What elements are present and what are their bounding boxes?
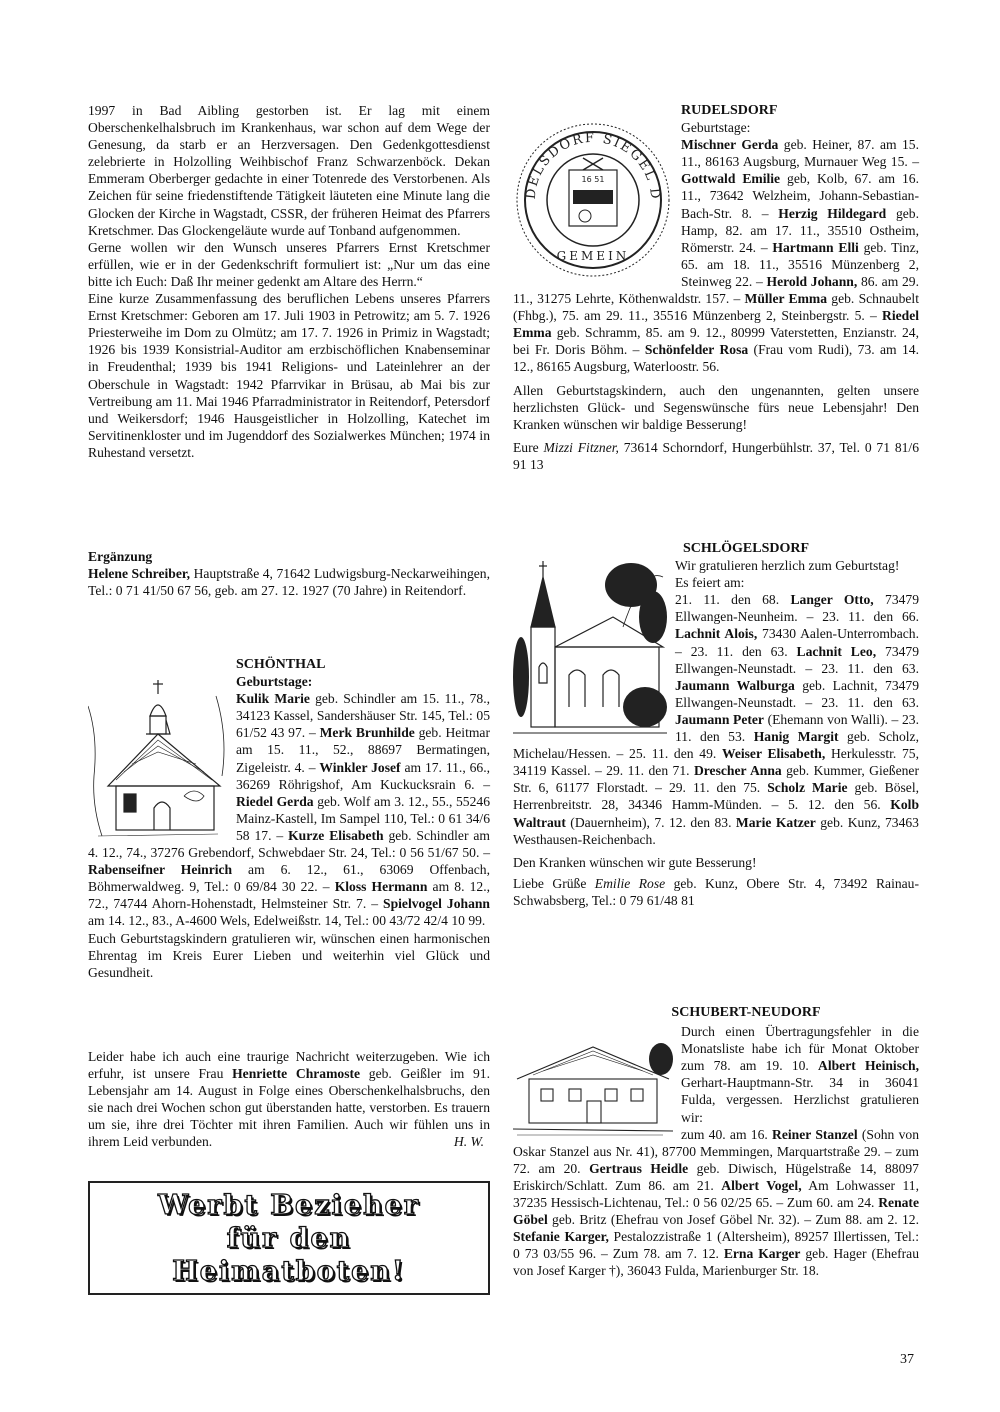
- obituary-notice: Leider habe ich auch eine traurige Nachricht weiterzugeben. Wie ich erfuhr, ist unsere Frau Henriette Chramoste geb. Geißler im 91. Lebensjahr am 14. August in Folge eines Oberschenkelhalsbruchs, den sie nach drei Wochen schon gut überstanden hatte, verstorben. Es trauern um sie, ihre drei Töchter mit ihren Familien. Auch wir fühlen uns in ihrem Leid verbunden. H. W.: [88, 1049, 490, 1150]
- rudelsdorf-signoff: Eure Mizzi Fitzner, 73614 Schorndorf, Hungerbühlstr. 37, Tel. 0 71 81/6 91 13: [513, 439, 920, 472]
- schoenthal-closing: Euch Geburtstagskindern gratulieren wir, wünschen einen harmonischen Ehrentag im Kreis Eurer Lieben und weiterhin viel Glück und Gesundheit.: [88, 930, 490, 980]
- banner-line-2: für den: [226, 1222, 352, 1254]
- seal-year: 16 51: [581, 175, 605, 184]
- schloegelsdorf-birthday-list: 21. 11. den 68. Langer Otto, 73479 Ellwangen-Neunheim. – 23. 11. den 66. Lachnit Alois, 73430 Aalen-Unterrombach. – 23. 11. den 63. Lachnit Leo, 73479 Ellwangen-Neunstadt. – 23. 11. den 63. Jaumann Walburga geb. Lachnit, 73479 Ellwangen-Neunstadt. – 23. 11. den 63. Jaumann Peter (Ehemann von Walli). – 23. 11. den 53. Hanig Margit geb. Scholz, Michelau/Hessen. – 25. 11. den 49. Weiser Elisabeth, Herkulesstr. 75, 34119 Kassel. – 29. 11. den 71. Drescher Anna geb. Kummer, Gießener Str. 6, 61177 Florstadt. – 29. 11. den 75. Scholz Marie geb. Bösel, Herrenbreitstr. 28, 34346 Hamm-Münden. – 5. 12. den 56. Kolb Waltraut (Dauernheim), 7. 12. den 83. Marie Katzer geb. Kunz, 73463 Westhausen-Reichenbach.: [513, 592, 920, 847]
- rudelsdorf-heading: RUDELSDORF: [681, 103, 778, 118]
- schubert-neudorf-heading: SCHUBERT-NEUDORF: [671, 1005, 821, 1020]
- subscriber-banner: [88, 1181, 490, 1295]
- farmhouse-sketch: [513, 1039, 673, 1139]
- seal-text-bottom: GEMEIN: [556, 249, 630, 263]
- career-summary-paragraph: Eine kurze Zusammenfassung des beruflichen Lebens unseres Pfarrers Ernst Kretschmer: Geboren am 17. Juli 1903 in Petrowitz; am 5. 7. 1926 Priesterweihe im Dom zu Olmütz; am 17. 7. 1926 in Primiz in Wagstadt; 1926 bis 1939 Konsistrial-Auditor am erzbischöflichen Knabenseminar in Freudenthal; 1939 bis 1941 Religions- und Lateinlehrer an der Oberschule in Wagstadt: 1942 Pfarrvikar in Brüsau, ab Mai bis zur Vertreibung am 11. Mai 1946 Pfarradministrator in Reitendorf, Petersdorf und Weikersdorf; 1946 Hausgeistlicher in Holzolling, Katechet im Servitinenkloster und im Jugenddorf des Sozialwerkes München; 1974 in Ruhestand versetzt.: [88, 291, 490, 460]
- ergaenzung-section: [88, 548, 490, 599]
- rudelsdorf-section: [513, 102, 919, 473]
- left-article: [88, 102, 490, 461]
- page-number: 37: [900, 1352, 914, 1367]
- schubert-neudorf-intro: Durch einen Übertragungsfehler in die Monatsliste habe ich für Monat Oktober zum 78. am 19. 10. Albert Heinisch, Gerhart-Hauptmann-Str. 34 in 36041 Fulda, vergessen. Herzlichst gratulieren wir:: [681, 1024, 919, 1125]
- rudelsdorf-subheading: Geburtstage:: [681, 120, 751, 136]
- schubert-neudorf-section: [513, 1004, 919, 1280]
- signature: H. W.: [453, 1134, 484, 1150]
- banner-line-3: Heimatboten!: [172, 1255, 406, 1287]
- ergaenzung-entry: Helene Schreiber, Hauptstraße 4, 71642 Ludwigsburg-Neckarweihingen, Tel.: 0 71 41/50 67 56, geb. am 27. 12. 1927 (70 Jahre) in Reitendorf.: [88, 566, 490, 599]
- schloegelsdorf-heading: SCHLÖGELSDORF: [682, 541, 810, 556]
- schloegelsdorf-section: [513, 540, 919, 909]
- ergaenzung-heading: Ergänzung: [88, 549, 153, 564]
- banner-line-1: Werbt Bezieher: [157, 1189, 421, 1221]
- schoenthal-birthday-list: Kulik Marie geb. Schindler am 15. 11., 78., 34123 Kassel, Sandershäuser Str. 145, Tel.: 05 61/52 43 97. – Merk Brunhilde geb. Heitmar am 15. 11., 52., 88697 Bermatingen, Zigeleistr. 4. – Winkler Josef am 17. 11., 66., 36269 Röhrigshof, Am Kuckucksrain 6. – Riedel Gerda geb. Wolf am 3. 12., 55., 55246 Mainz-Kastell, Im Sampel 110, Tel.: 0 61 34/6 58 17. – Kurze Elisabeth geb. Schindler am 4. 12., 74., 37276 Grebendorf, Schwebdaer Str. 24, Tel.: 0 56 51/67 50. – Rabenseifner Heinrich am 6. 12., 61., 63069 Offenbach, Böhmerwaldweg. 9, Tel.: 0 69/84 30 22. – Kloss Hermann am 8. 12., 72., 74744 Ahorn-Hohenstadt, Helmsteiner Str. 7. – Spielvogel Johann am 14. 12., 83., A-4600 Wels, Edelweißstr. 14, Tel.: 00 43/72 42/4 10 99.: [88, 691, 490, 929]
- schoenthal-subheading: Geburtstage:: [236, 674, 313, 690]
- schoenthal-heading: SCHÖNTHAL: [236, 657, 326, 672]
- schloegelsdorf-kranke: Den Kranken wünschen wir gute Besserung!: [513, 854, 757, 870]
- chapel-sketch: [88, 676, 228, 842]
- church-sketch: [513, 557, 667, 741]
- schloegelsdorf-feiert: Es feiert am:: [675, 575, 745, 591]
- intro-paragraph: 1997 in Bad Aibling gestorben ist. Er lag mit einem Oberschenkelhalsbruch im Krankenhaus, war schon auf dem Wege der Genesung, da starb er an Herzversagen. Den Gedenkgottesdienst zelebrierte in Holzolling Weihbischof Franz Schwarzenböck. Dekan Emmeram Oberberger gedachte in einer Totenrede des Verstorbenen. Als Zeichen für seine friedenstiftende Tätigkeit läuteten eine Minute lang die Glocken der Kirche in Wagstadt, CSSR, der früheren Heimat des Pfarrers Kretschmer. Das Glockengeläute wurde auf Tonband aufgenommen.: [88, 103, 490, 238]
- schubert-neudorf-birthday-list: zum 40. am 16. Reiner Stanzel (Sohn von Oskar Stanzel aus Nr. 41), 87700 Memmingen, Marquartstraße 29. – zum 72. am 20. Gertraus Heidle geb. Diwisch, Hügelstraße 14, 88097 Eriskirch/Schlatt. Zum 86. am 21. Albert Vogel, Am Lohwasser 11, 37235 Hessisch-Lichtenau, Tel.: 0 56 02/25 65. – Zum 60. am 24. Renate Göbel geb. Britz (Ehefrau von Josef Göbel Nr. 32). – Zum 88. am 2. 12. Stefanie Karger, Pestalozzistraße 1 (Altersheim), 89257 Illertissen, Tel.: 0 73 03/55 96. – Zum 78. am 7. 12. Erna Karger geb. Hager (Ehefrau von Josef Karger †), 36043 Fulda, Marienburger Str. 18.: [513, 1126, 920, 1279]
- seal-text-top: DELSDORF SIEGEL D: [523, 130, 663, 202]
- rudelsdorf-birthday-list: Mischner Gerda geb. Heiner, 87. am 15. 11., 86163 Augsburg, Murnauer Weg 15. – Gottwald Emilie geb, Kolb, 67. am 16. 11., 73642 Welzheim, Johann-Sebastian-Bach-Str. 8. – Herzig Hildegard geb. Hamp, 82. am 17. 11., 35510 Ostheim, Römerstr. 24. – Hartmann Elli geb. Tinz, 65. am 18. 11., 35516 Münzenberg 2, Steinweg 22. – Herold Johann, 86. am 29. 11., 31275 Lehrte, Köthenwaldstr. 157. – Müller Emma geb. Schnaubelt (Fhbg.), 75. am 29. 11., 35516 Münzenberg 2, Steinbergstr. 5. – Riedel Emma geb. Schramm, 85. am 9. 12., 80999 Vaterstetten, Enzianstr. 24, bei Fr. Doris Böhm. – Schönfelder Rosa (Frau vom Rudi), 73. am 14. 12., 86165 Augsburg, Waterloostr. 56.: [513, 137, 919, 375]
- municipal-seal: [513, 120, 673, 280]
- schloegelsdorf-intro: Wir gratulieren herzlich zum Geburtstag!: [675, 558, 900, 574]
- quote-paragraph: Gerne wollen wir den Wunsch unseres Pfarrers Ernst Kretschmer erfüllen, wie er in der Gedenkschrift formuliert ist: „Nur um das eine bitte ich Euch: Daß Ihr meiner gedenkt am Altare des Herrn.“: [88, 239, 490, 289]
- schloegelsdorf-signoff: Liebe Grüße Emilie Rose geb. Kunz, Obere Str. 4, 73492 Rainau-Schwabsberg, Tel.: 0 79 61/48 81: [513, 875, 920, 908]
- rudelsdorf-wishes: Allen Geburtstagskindern, auch den ungenannten, gelten unsere herzlichsten Glück- und Segenswünsche fürs neue Lebensjahr! Den Kranken wünschen wir baldige Besserung!: [513, 382, 919, 432]
- schoenthal-section: [88, 656, 490, 981]
